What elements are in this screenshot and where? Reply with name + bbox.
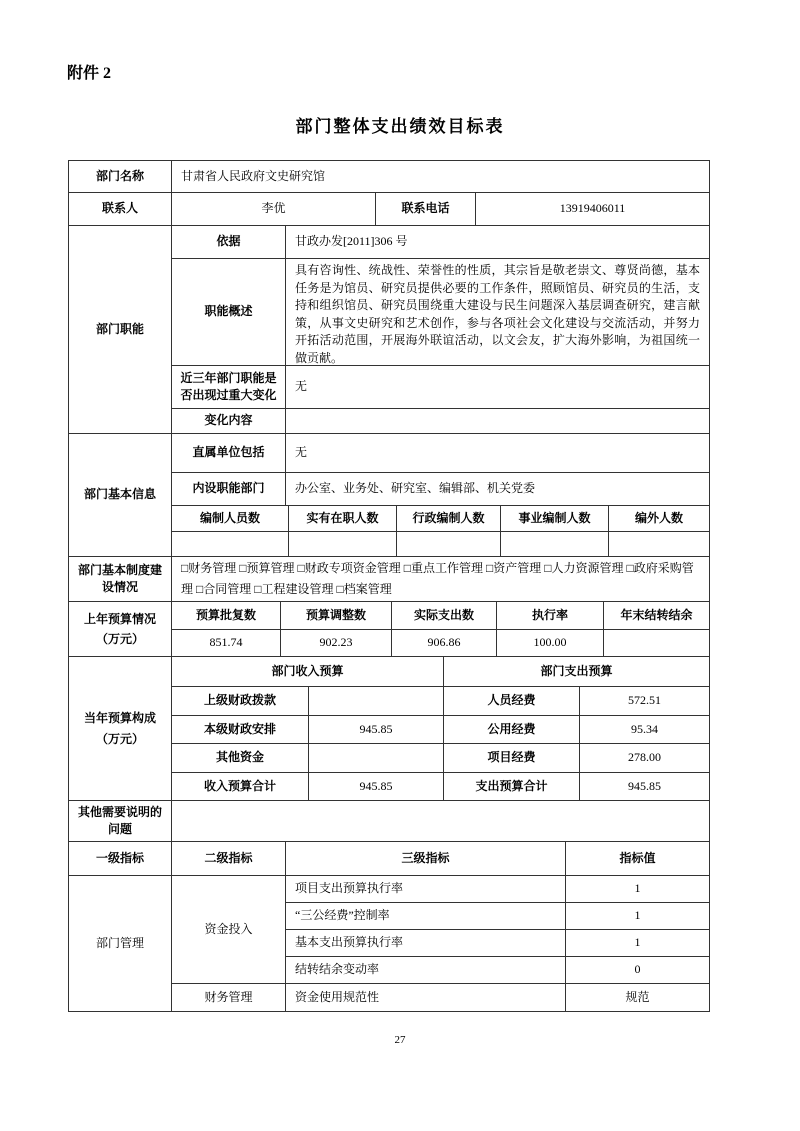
system-checkboxes: □财务管理 □预算管理 □财政专项资金管理 □重点工作管理 □资产管理 □人力资源管理 □政府采购管理 □合同管理 □工程建设管理 □档案管理 <box>172 557 709 602</box>
prev-budget-header: 年末结转结余 <box>604 602 709 630</box>
indicator-value: 规范 <box>625 989 650 1004</box>
dept-management-section <box>69 876 709 1011</box>
staffing-header: 实有在职人数 <box>289 506 397 532</box>
indicator-name: 基本支出预算执行率 <box>286 930 566 957</box>
expense-total-label: 支出预算合计 <box>444 773 580 801</box>
subordinate-label: 直属单位包括 <box>172 434 286 473</box>
other-notes-label: 其他需要说明的问题 <box>69 801 172 842</box>
current-budget-row <box>172 687 709 716</box>
major-change-label: 近三年部门职能是否出现过重大变化 <box>172 366 286 409</box>
basic-info-section-label: 部门基本信息 <box>69 434 172 557</box>
indicator-value: 1 <box>566 903 709 930</box>
page-title: 部门整体支出绩效目标表 <box>295 117 505 136</box>
functions-section <box>69 226 709 434</box>
internal-depts-value: 办公室、业务处、研究室、编辑部、机关党委 <box>286 473 709 506</box>
prev-budget-header: 预算调整数 <box>281 602 392 630</box>
expense-total-value: 945.85 <box>580 773 709 801</box>
finance-management-row <box>172 984 709 1011</box>
staffing-header: 编外人数 <box>609 506 709 532</box>
income-total-value: 945.85 <box>309 773 444 801</box>
staffing-value <box>289 532 397 557</box>
income-value <box>309 744 444 773</box>
staffing-value <box>172 532 289 557</box>
staffing-value <box>609 532 709 557</box>
prev-budget-label-line2: （万元） <box>95 632 144 646</box>
expense-value: 95.34 <box>580 716 709 744</box>
prev-budget-section-label <box>69 602 172 657</box>
subordinate-value: 无 <box>286 434 709 473</box>
basic-info-section <box>69 434 709 557</box>
indicator-row <box>286 957 709 984</box>
indicator-row <box>286 930 709 957</box>
expense-value: 278.00 <box>580 744 709 773</box>
expense-label: 人员经费 <box>444 687 580 716</box>
system-row <box>69 557 709 602</box>
prev-budget-value: 906.86 <box>392 630 497 657</box>
other-notes-row <box>69 801 709 842</box>
current-budget-section-label <box>69 657 172 801</box>
indicator-name: “三公经费”控制率 <box>286 903 566 930</box>
staffing-value <box>397 532 501 557</box>
indicator-name: 项目支出预算执行率 <box>286 876 566 903</box>
prev-budget-value <box>604 630 709 657</box>
current-budget-row <box>172 773 709 801</box>
contact-row <box>69 193 709 226</box>
income-total-label: 收入预算合计 <box>172 773 309 801</box>
phone-value: 13919406011 <box>476 193 709 226</box>
performance-target-table <box>68 160 710 1012</box>
indicator-level1-cell: 部门管理 <box>69 876 172 1011</box>
contact-value: 李优 <box>172 193 376 226</box>
indicator-row <box>286 903 709 930</box>
prev-budget-value-row <box>172 630 709 657</box>
change-content-label: 变化内容 <box>172 409 286 434</box>
dept-name-row <box>69 161 709 193</box>
staffing-header: 事业编制人数 <box>501 506 609 532</box>
prev-budget-header: 实际支出数 <box>392 602 497 630</box>
expense-label: 项目经费 <box>444 744 580 773</box>
internal-depts-label: 内设职能部门 <box>172 473 286 506</box>
current-budget-header-row <box>172 657 709 687</box>
indicator-header-row <box>69 842 709 876</box>
system-label: 部门基本制度建设情况 <box>69 557 172 602</box>
phone-label: 联系电话 <box>376 193 476 226</box>
prev-budget-header: 执行率 <box>497 602 604 630</box>
indicator-name: 资金使用规范性 <box>286 984 566 1011</box>
change-content-value <box>286 409 709 434</box>
income-label: 本级财政安排 <box>172 716 309 744</box>
indicator-value: 1 <box>566 876 709 903</box>
indicator-header-value: 指标值 <box>566 842 709 876</box>
page-number: 27 <box>394 1034 406 1046</box>
prev-budget-header-row <box>172 602 709 630</box>
indicator-name: 结转结余变动率 <box>286 957 566 984</box>
income-label: 其他资金 <box>172 744 309 773</box>
indicator-header-level1: 一级指标 <box>69 842 172 876</box>
current-budget-row <box>172 716 709 744</box>
expense-label: 公用经费 <box>444 716 580 744</box>
prev-budget-value: 902.23 <box>281 630 392 657</box>
expense-budget-header: 部门支出预算 <box>444 657 709 687</box>
basis-value: 甘政办发[2011]306 号 <box>286 226 709 259</box>
staffing-header: 行政编制人数 <box>397 506 501 532</box>
income-label: 上级财政拨款 <box>172 687 309 716</box>
indicator-level2-cell: 财务管理 <box>172 984 286 1011</box>
major-change-value: 无 <box>286 366 709 409</box>
current-budget-label-line1: 当年预算构成 <box>83 711 156 726</box>
prev-budget-header: 预算批复数 <box>172 602 281 630</box>
staffing-header-row <box>172 506 709 532</box>
expense-value: 572.51 <box>580 687 709 716</box>
current-budget-row <box>172 744 709 773</box>
basis-label: 依据 <box>172 226 286 259</box>
indicator-row <box>286 876 709 903</box>
income-budget-header: 部门收入预算 <box>172 657 444 687</box>
other-notes-value <box>172 801 709 842</box>
indicator-value: 0 <box>566 957 709 984</box>
attachment-label: 附件 2 <box>67 65 112 82</box>
staffing-value-row <box>172 532 709 557</box>
income-value: 945.85 <box>309 716 444 744</box>
overview-value: 具有咨询性、统战性、荣誉性的性质，其宗旨是敬老崇文、尊贤尚德，基本任务是为馆员、研究员提供必要的工作条件，照顾馆员、研究员的生活，支持和组织馆员、研究员围绕重大建设与民生问题深入基层调查研究，建言献策，从事文史研究和艺术创作，参与各项社会文化建设与交流活动，并努力开拓活动范围，开展海外联谊活动，以文会友，扩大海外影响，为祖国统一做贡献。 <box>286 259 709 366</box>
staffing-value <box>501 532 609 557</box>
current-budget-label-line2: （万元） <box>95 731 144 746</box>
prev-budget-value: 100.00 <box>497 630 604 657</box>
current-budget-section <box>69 657 709 801</box>
functions-section-label: 部门职能 <box>69 226 172 434</box>
indicator-value: 1 <box>566 930 709 957</box>
prev-budget-section <box>69 602 709 657</box>
staffing-header: 编制人员数 <box>172 506 289 532</box>
prev-budget-value: 851.74 <box>172 630 281 657</box>
indicator-level2-cell: 资金投入 <box>172 876 286 984</box>
contact-label: 联系人 <box>69 193 172 226</box>
indicator-header-level2: 二级指标 <box>172 842 286 876</box>
dept-name-label: 部门名称 <box>69 161 172 193</box>
prev-budget-label-line1: 上年预算情况 <box>83 611 156 626</box>
fund-input-group <box>172 876 709 984</box>
overview-label: 职能概述 <box>172 259 286 366</box>
indicator-header-level3: 三级指标 <box>286 842 566 876</box>
dept-name-value: 甘肃省人民政府文史研究馆 <box>172 161 709 193</box>
income-value <box>309 687 444 716</box>
